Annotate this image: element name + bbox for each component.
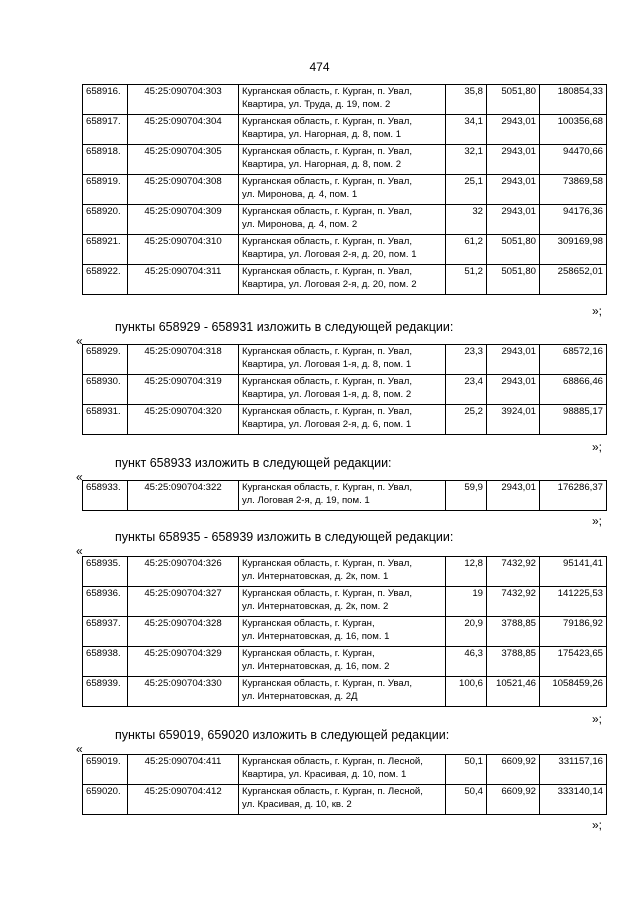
cell-number: 658938. [83,647,128,677]
cell-area: 25,1 [446,175,487,205]
table-row [83,145,607,175]
closing-quote: »; [592,304,603,318]
table-row [83,175,607,205]
cell-number: 658919. [83,175,128,205]
cell-price: 3788,85 [487,647,540,677]
cell-cadastral: 45:25:090704:330 [128,677,239,707]
cell-price: 3788,85 [487,617,540,647]
cell-cost: 1058459,26 [540,677,607,707]
table-row [83,785,607,815]
cell-cadastral: 45:25:090704:309 [128,205,239,235]
cell-cost: 141225,53 [540,587,607,617]
cell-cost: 79186,92 [540,617,607,647]
cell-address: Курганская область, г. Курган, п. Увал, ул. Интернатовская, д. 2Д [239,677,446,707]
cell-address: Курганская область, г. Курган, п. Увал, ул. Логовая 2-я, д. 19, пом. 1 [239,481,446,511]
cell-price: 5051,80 [487,235,540,265]
table-section-1 [82,344,607,435]
cell-address: Курганская область, г. Курган, п. Увал, Квартира, ул. Труда, д. 19, пом. 2 [239,85,446,115]
cell-address: Курганская область, г. Курган, ул. Интернатовская, д. 16, пом. 1 [239,617,446,647]
cell-address: Курганская область, г. Курган, п. Увал, Квартира, ул. Логовая 2-я, д. 20, пом. 1 [239,235,446,265]
cell-address: Курганская область, г. Курган, п. Лесной, Квартира, ул. Красивая, д. 10, пом. 1 [239,755,446,785]
cell-address: Курганская область, г. Курган, ул. Интернатовская, д. 16, пом. 2 [239,647,446,677]
instruction-text: пункты 659019, 659020 изложить в следующей редакции: [115,728,450,742]
cell-address: Курганская область, г. Курган, п. Увал, Квартира, ул. Логовая 1-я, д. 8, пом. 2 [239,375,446,405]
cell-cadastral: 45:25:090704:311 [128,265,239,295]
table-section-3 [82,556,607,707]
cell-number: 658939. [83,677,128,707]
cell-number: 658922. [83,265,128,295]
table-row [83,375,607,405]
cell-address: Курганская область, г. Курган, п. Увал, ул. Интернатовская, д. 2к, пом. 1 [239,557,446,587]
cell-area: 35,8 [446,85,487,115]
cell-number: 658921. [83,235,128,265]
cell-area: 61,2 [446,235,487,265]
table-row [83,677,607,707]
cell-cadastral: 45:25:090704:327 [128,587,239,617]
cell-area: 46,3 [446,647,487,677]
cell-area: 50,1 [446,755,487,785]
cell-price: 2943,01 [487,205,540,235]
cell-cost: 98885,17 [540,405,607,435]
cell-cadastral: 45:25:090704:411 [128,755,239,785]
table-row [83,235,607,265]
cell-price: 2943,01 [487,145,540,175]
table-section-0 [82,84,607,295]
cell-cost: 175423,65 [540,647,607,677]
cell-address: Курганская область, г. Курган, п. Увал, ул. Миронова, д. 4, пом. 1 [239,175,446,205]
instruction-text: пункты 658935 - 658939 изложить в следующей редакции: [115,530,454,544]
opening-quote: « [76,470,83,484]
table-row [83,205,607,235]
opening-quote: « [76,334,83,348]
cell-area: 50,4 [446,785,487,815]
closing-quote: »; [592,712,603,726]
cell-address: Курганская область, г. Курган, п. Увал, ул. Интернатовская, д. 2к, пом. 2 [239,587,446,617]
table-row [83,345,607,375]
cell-number: 658936. [83,587,128,617]
cell-number: 658918. [83,145,128,175]
cell-cadastral: 45:25:090704:322 [128,481,239,511]
cell-cadastral: 45:25:090704:319 [128,375,239,405]
cell-price: 10521,46 [487,677,540,707]
cell-address: Курганская область, г. Курган, п. Увал, Квартира, ул. Логовая 2-я, д. 6, пом. 1 [239,405,446,435]
cell-area: 51,2 [446,265,487,295]
cell-number: 658935. [83,557,128,587]
cell-cadastral: 45:25:090704:305 [128,145,239,175]
cell-area: 34,1 [446,115,487,145]
opening-quote: « [76,742,83,756]
cell-area: 32 [446,205,487,235]
cell-area: 19 [446,587,487,617]
cell-address: Курганская область, г. Курган, п. Увал, Квартира, ул. Нагорная, д. 8, пом. 2 [239,145,446,175]
cell-area: 20,9 [446,617,487,647]
cell-number: 658931. [83,405,128,435]
instruction-text: пункты 658929 - 658931 изложить в следующей редакции: [115,320,454,334]
cell-cost: 94176,36 [540,205,607,235]
table-row [83,265,607,295]
cell-number: 658929. [83,345,128,375]
cell-number: 658937. [83,617,128,647]
cell-price: 6609,92 [487,785,540,815]
cell-price: 2943,01 [487,481,540,511]
cell-area: 25,2 [446,405,487,435]
cell-cost: 68866,46 [540,375,607,405]
cell-number: 659020. [83,785,128,815]
cell-area: 23,3 [446,345,487,375]
cell-number: 658916. [83,85,128,115]
opening-quote: « [76,544,83,558]
cell-cadastral: 45:25:090704:308 [128,175,239,205]
cell-price: 2943,01 [487,115,540,145]
cell-price: 2943,01 [487,375,540,405]
cell-cadastral: 45:25:090704:310 [128,235,239,265]
closing-quote: »; [592,440,603,454]
cell-price: 5051,80 [487,265,540,295]
cell-number: 658917. [83,115,128,145]
table-row [83,85,607,115]
cell-area: 12,8 [446,557,487,587]
cell-cost: 258652,01 [540,265,607,295]
cell-price: 7432,92 [487,587,540,617]
cell-number: 658920. [83,205,128,235]
cell-cost: 100356,68 [540,115,607,145]
instruction-text: пункт 658933 изложить в следующей редакции: [115,456,392,470]
cell-price: 2943,01 [487,345,540,375]
table-section-4 [82,754,607,815]
cell-cadastral: 45:25:090704:320 [128,405,239,435]
cell-price: 5051,80 [487,85,540,115]
cell-cost: 309169,98 [540,235,607,265]
cell-number: 658933. [83,481,128,511]
page-number: 474 [309,60,330,74]
cell-address: Курганская область, г. Курган, п. Увал, Квартира, ул. Логовая 1-я, д. 8, пом. 1 [239,345,446,375]
cell-cost: 176286,37 [540,481,607,511]
cell-cost: 73869,58 [540,175,607,205]
cell-number: 658930. [83,375,128,405]
cell-cost: 331157,16 [540,755,607,785]
table-row [83,587,607,617]
table-row [83,481,607,511]
cell-price: 3924,01 [487,405,540,435]
cell-cost: 94470,66 [540,145,607,175]
cell-address: Курганская область, г. Курган, п. Увал, ул. Миронова, д. 4, пом. 2 [239,205,446,235]
cell-number: 659019. [83,755,128,785]
table-row [83,647,607,677]
cell-address: Курганская область, г. Курган, п. Увал, Квартира, ул. Нагорная, д. 8, пом. 1 [239,115,446,145]
cell-price: 7432,92 [487,557,540,587]
cell-cost: 180854,33 [540,85,607,115]
cell-cadastral: 45:25:090704:303 [128,85,239,115]
cell-price: 2943,01 [487,175,540,205]
table-row [83,557,607,587]
table-row [83,755,607,785]
cell-cadastral: 45:25:090704:318 [128,345,239,375]
cell-area: 100,6 [446,677,487,707]
closing-quote: »; [592,514,603,528]
table-row [83,617,607,647]
cell-cadastral: 45:25:090704:329 [128,647,239,677]
table-row [83,115,607,145]
cell-cadastral: 45:25:090704:328 [128,617,239,647]
table-section-2 [82,480,607,511]
cell-cadastral: 45:25:090704:304 [128,115,239,145]
cell-cost: 68572,16 [540,345,607,375]
cell-cadastral: 45:25:090704:326 [128,557,239,587]
cell-cadastral: 45:25:090704:412 [128,785,239,815]
cell-area: 59,9 [446,481,487,511]
cell-price: 6609,92 [487,755,540,785]
cell-address: Курганская область, г. Курган, п. Увал, Квартира, ул. Логовая 2-я, д. 20, пом. 2 [239,265,446,295]
cell-cost: 333140,14 [540,785,607,815]
cell-cost: 95141,41 [540,557,607,587]
cell-area: 32,1 [446,145,487,175]
cell-area: 23,4 [446,375,487,405]
table-row [83,405,607,435]
closing-quote: »; [592,818,603,832]
cell-address: Курганская область, г. Курган, п. Лесной, ул. Красивая, д. 10, кв. 2 [239,785,446,815]
